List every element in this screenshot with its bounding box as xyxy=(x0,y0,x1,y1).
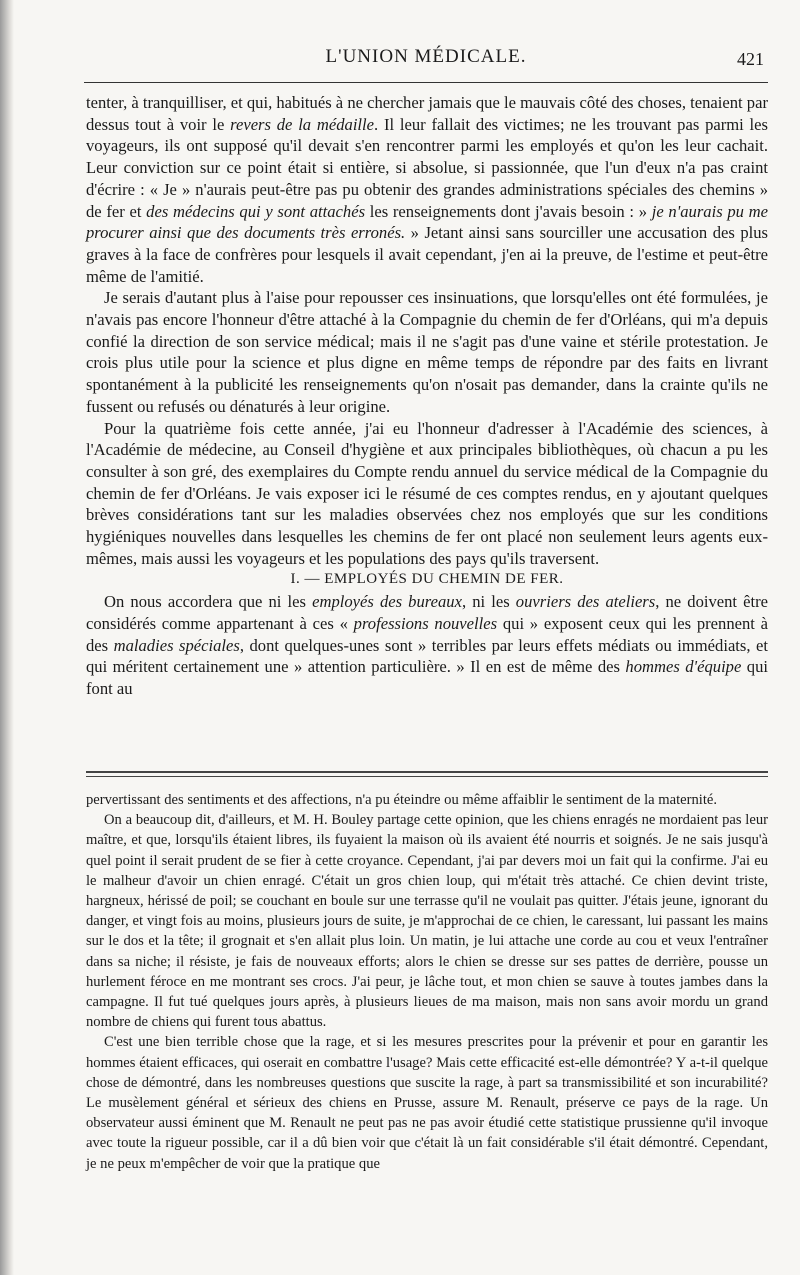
text-run: , dont quelques-unes sont » terribles par leurs effets médiats ou immédiats, et qui méritent certainement une » attention particulière. » Il en est de même des xyxy=(86,635,768,677)
italic-run: hommes d'équipe xyxy=(625,657,742,677)
header-rule xyxy=(84,82,768,83)
footnote-rule xyxy=(86,771,768,777)
running-title: L'UNION MÉDICALE. xyxy=(325,46,527,67)
text-run: qui font au xyxy=(86,657,769,698)
paragraph-3: Pour la quatrième fois cette année, j'ai eu l'honneur d'adresser à l'Académie des sciences, à l'Académie de médecine, au Conseil d'hygiène et aux principales bibliothèques, où chacun a pu les consulter à son gré, des exemplaires du Compte rendu annuel du service médical de la Compagnie du chemin de fer d'Orléans. Je vais exposer ici le résumé de ces comptes rendus, en y ajoutant quelques brèves considérations tant sur les maladies observées chez nos employés que sur les conditions hygiéniques nouvelles dans lesquelles les chemins de fer ont placé non seulement leurs agents eux-mêmes, mais aussi les voyageurs et les populations des pays qu'ils traversent. xyxy=(86,418,768,568)
italic-run: ouvriers des ateliers xyxy=(515,592,656,612)
text-run: On nous accordera que ni les xyxy=(104,592,313,612)
text-run: , ne doivent être considérés comme appartenant à ces « xyxy=(86,592,769,633)
italic-run: professions nouvelles xyxy=(353,613,498,633)
page-gutter-shadow xyxy=(0,0,14,1275)
footnotes xyxy=(86,790,768,1174)
text-run: les renseignements dont j'avais besoin : » xyxy=(365,201,652,221)
running-header xyxy=(84,46,768,76)
italic-run: maladies spéciales xyxy=(113,635,240,655)
page-number: 421 xyxy=(737,49,764,69)
section-heading: I. — EMPLOYÉS DU CHEMIN DE FER. xyxy=(290,571,564,588)
paragraph-2: Je serais d'autant plus à l'aise pour repousser ces insinuations, que lorsqu'elles ont été formulées, je n'avais pas encore l'honneur d'être attaché à la Compagnie du chemin de fer d'Orléans, qui m'a depuis confié la direction de son service médical; mais il ne s'agit pas d'une vaine et stérile protestation. Je crois plus utile pour la science et plus digne en même temps de répondre par des faits en livrant spontanément à la publicité les renseignements qu'on n'osait pas demander, dans la crainte qu'ils ne fussent ou refusés ou dénaturés à leur origine. xyxy=(86,288,768,416)
footnote-paragraph-2: On a beaucoup dit, d'ailleurs, et M. H. Bouley partage cette opinion, que les chiens enragés ne mordaient pas leur maître, et que, lorsqu'ils étaient libres, ils fuyaient la maison où ils avaient été nourris et soignés. Je ne sais jusqu'à quel point il serait prudent de se fier à cette croyance. Cependant, j'ai par devers moi un fait qui la confirme. J'ai eu le malheur d'avoir un chien enragé. C'était un gros chien loup, qui m'était très attaché. Ce chien devint triste, hargneux, hérissé de poil; se couchant en boule sur une terrasse qu'il ne voulait pas quitter. J'étais jeune, ignorant du danger, et vingt fois au moins, plusieurs jours de suite, je m'approchai de ce chien, le caressant, lui passant les mains sur le dos et la tête; il grognait et s'en allait plus loin. Un matin, je lui attache une corde au cou et veux l'entraîner dans sa niche; il résiste, je fais de nouveaux efforts; alors le chien se dresse sur ses pattes de derrière, pousse un hurlement féroce en me montrant ses crocs. J'ai peur, je lâche tout, et mon chien se sauve à toutes jambes dans la campagne. Il fut tué quelques jours après, à plusieurs lieues de ma maison, mais non sans avoir mordu un grand nombre de chiens qui furent tous abattus. xyxy=(86,812,768,1031)
main-text xyxy=(86,92,768,700)
text-run: » Jetant ainsi sans sourciller une accusation des plus graves à la face de confrères pour lesquels il avait cependant, j'en ai la preuve, de l'estime et peut-être même de l'amitié. xyxy=(86,223,768,286)
text-run: , ni les xyxy=(461,592,516,612)
paragraph-1 xyxy=(86,92,768,287)
text-run: qui » exposent ceux qui les prennent à des xyxy=(86,613,769,655)
italic-run: revers de la médaille xyxy=(230,114,375,134)
footnote-paragraph-3: C'est une bien terrible chose que la rage, et si les mesures prescrites pour la prévenir et pour en garantir les hommes étaient efficaces, qui oserait en combattre l'usage? Mais cette efficacité est-elle démontrée? Y a-t-il quelque chose de démontré, dans les nombreuses questions que suscite la rage, à part sa transmissibilité et son incurabilité? Le musèlement général et sérieux des chiens en Prusse, assure M. Renault, préserve ce pays de la rage. Un observateur aussi éminent que M. Renault ne peut pas ne pas avoir étudié cette statistique prussienne qu'il invoque avec toute la rigueur possible, car il a dû bien voir que c'était là un fait considérable s'il était démontré. Cependant, je ne peux m'empêcher de voir que la pratique que xyxy=(86,1034,768,1172)
paragraph-4 xyxy=(86,591,768,700)
italic-run: employés des bureaux xyxy=(312,592,462,612)
text-run: . Il leur fallait des victimes; ne les trouvant pas parmi les voyageurs, ils ont supposé qu'il devait s'en rencontrer parmi les employés et qu'on les leur cachait. Leur conviction sur ce point était si entière, si absolue, si passionnée, que l'un d'eux n'a pas craint d'écrire : « Je » n'aurais peut-être pas pu obtenir des grandes administrations spéciales des chemins » de fer et xyxy=(86,114,768,221)
italic-run: je n'aurais pu me procurer ainsi que des documents très erronés. xyxy=(86,201,768,243)
text-run: tenter, à tranquilliser, et qui, habitués à ne chercher jamais que le mauvais côté des choses, tenaient par dessus tout à voir le xyxy=(86,93,768,134)
italic-run: des médecins qui y sont attachés xyxy=(146,201,366,221)
footnote-paragraph-1: pervertissant des sentiments et des affections, n'a pu éteindre ou même affaiblir le sentiment de la maternité. xyxy=(86,792,718,808)
